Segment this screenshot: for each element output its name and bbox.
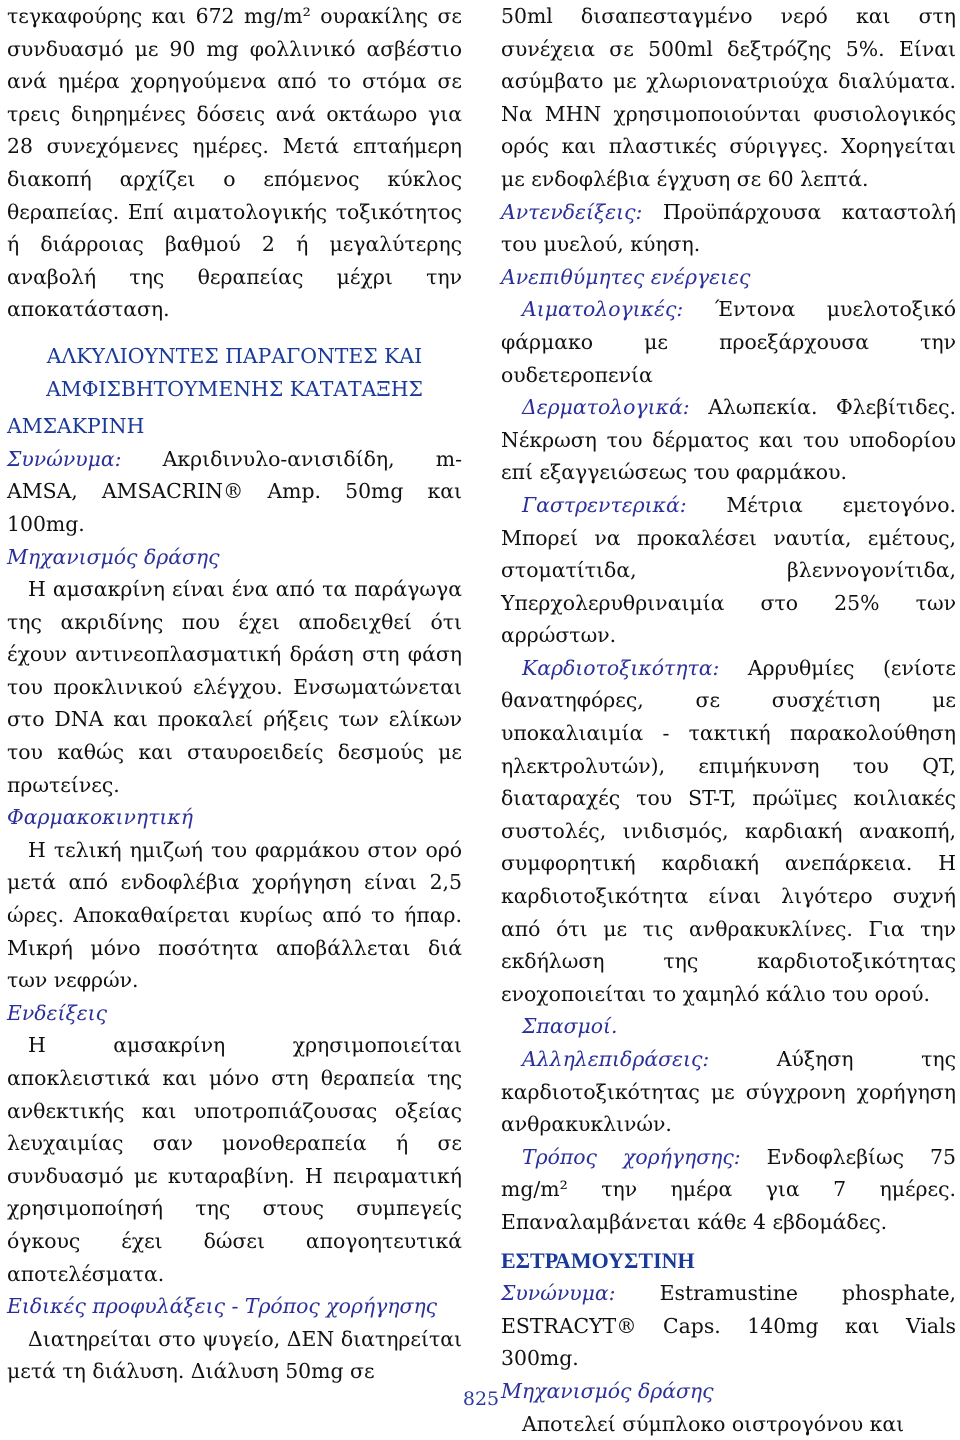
cardiotoxicity-label: Καρδιοτοξικότητα: <box>522 655 720 680</box>
hematologic-paragraph <box>501 293 956 391</box>
mechanism2-text: Αποτελεί σύμπλοκο οιστρογόνου και <box>522 1411 905 1436</box>
mechanism-label: Μηχανισμός δράσης <box>7 544 220 569</box>
synonyms2-text: Estramustine phosphate, ESTRACYT® Caps. 140mg και Vials 300mg. <box>501 1281 956 1371</box>
administration-label: Τρόπος χορήγησης: <box>522 1144 741 1169</box>
drug-heading-estramustine: ΕΣΤΡΑΜΟΥΣΤΙΝΗ <box>501 1247 695 1273</box>
mechanism2-label: Μηχανισμός δράσης <box>501 1378 714 1403</box>
continued-paragraph: 50ml δισαπεσταγμένο νερό και στη συνέχεια σε 500ml δεξτρόζης 5%. Είναι ασύμβατο με χλωριονατριούχα διαλύματα. Να ΜΗΝ χρησιμοποιούνται φυσιολογικός ορός και πλαστικές σύριγγες. Χορηγείται με ενδοφλέβια έγχυση σε 60 λεπτά. <box>501 4 956 191</box>
gastrointestinal-paragraph <box>501 489 956 652</box>
left-column <box>7 0 462 1388</box>
interactions-label: Αλληλεπιδράσεις: <box>522 1047 710 1071</box>
indications-text: Η αμσακρίνη χρησιμοποιείται αποκλειστικά και μόνο στη θεραπεία της ανθεκτικής και υποτροπιάζουσας οξείας λευχαιμίας σαν μονοθεραπεία ή σε συνδυασμό με κυταραβίνη. Η πειραματική χρησιμοποίησή της στους συμπεγείς όγκους έχει δώσει απογοητευτικά αποτελέσματα. <box>7 1033 462 1286</box>
drug-heading-amsacrine: ΑΜΣΑΚΡΙΝΗ <box>7 414 145 439</box>
seizures-paragraph <box>501 1010 956 1043</box>
contraindications-label: Αντενδείξεις: <box>501 199 643 224</box>
interactions-paragraph <box>501 1043 956 1141</box>
section-heading: ΑΛΚΥΛΙΟΥΝΤΕΣ ΠΑΡΑΓΟΝΤΕΣ ΚΑΙ ΑΜΦΙΣΒΗΤΟΥΜΕΝΗΣ ΚΑΤΑΤΑΞΗΣ <box>46 343 423 401</box>
synonyms-label: Συνώνυμα: <box>7 446 122 471</box>
synonyms-paragraph <box>7 443 462 541</box>
synonyms2-paragraph <box>501 1277 956 1375</box>
dermatologic-text: Αλωπεκία. Φλεβίτιδες. Νέκρωση του δέρματος και του υποδορίου επί εξαγγειώσεως του φαρμάκου. <box>501 395 956 485</box>
synonyms2-label: Συνώνυμα: <box>501 1281 616 1306</box>
gastrointestinal-text: Μέτρια εμετογόνο. Μπορεί να προκαλέσει ναυτία, εμέτους, στοματίτιδα, βλεννογονίτιδα, Υπερχολερυθριναιμία στο 25% των αρρώστων. <box>501 492 956 648</box>
pharmacokinetics-text: Η τελική ημιζωή του φαρμάκου στον ορό μετά από ενδοφλέβια χορήγηση είναι 2,5 ώρες. Αποκαθαίρεται κυρίως από το ήπαρ. Μικρή μόνο ποσότητα αποβάλλεται διά των νεφρών. <box>7 837 462 993</box>
gastrointestinal-label: Γαστρεντερικά: <box>522 492 687 517</box>
mechanism-text: Η αμσακρίνη είναι ένα από τα παράγωγα της ακριδίνης που έχει αποδειχθεί ότι έχουν αντινεοπλασματική δράση στη φάση του προκλινικού ελέγχου. Ενσωματώνεται στο DNA και προκαλεί ρήξεις των ελίκων του καθώς και σταυροειδείς δεσμούς με πρωτείνες. <box>7 577 462 797</box>
contraindications-text: Προϋπάρχουσα καταστολή του μυελού, κύηση. <box>501 199 956 257</box>
contraindications-paragraph <box>501 196 956 261</box>
cardiotoxicity-paragraph <box>501 652 956 1011</box>
cardiotoxicity-text: Αρρυθμίες (ενίοτε θανατηφόρες, σε συσχέτιση με υποκαλιαιμία - τακτική παρακολούθηση ηλεκτρολυτών), επιμήκυνση του QT, διαταραχές του ST-T, πρώϊμες κοιλιακές συστολές, ινιδισμός, καρδιακή ανακοπή, συμφορητική καρδιακή ανεπάρκεια. Η καρδιοτοξικότητα είναι λιγότερο συχνή από ότι με τις ανθρακυκλίνες. Για την εκδήλωση της καρδιοτοξικότητας ενοχοποιείται το χαμηλό κάλιο του ορού. <box>501 655 956 1006</box>
right-column <box>501 0 956 1440</box>
seizures-label: Σπασμοί. <box>522 1014 618 1039</box>
adverse-effects-label: Ανεπιθύμητες ενέργειες <box>501 264 751 289</box>
indications-label: Ενδείξεις <box>7 1000 108 1025</box>
hematologic-label: Αιματολογικές: <box>522 297 684 322</box>
dermatologic-paragraph <box>501 391 956 489</box>
page-number: 825 <box>462 1388 500 1410</box>
intro-paragraph: τεγκαφούρης και 672 mg/m² ουρακίλης σε συνδυασμό με 90 mg φολλινικό ασβέστιο ανά ημέρα χορηγούμενα από το στόμα σε τρεις διηρημένες δόσεις ανά οκτάωρο για 28 συνεχόμενες ημέρες. Μετά επταήμερη διακοπή αρχίζει ο επόμενος κύκλος θεραπείας. Επί αιματολογικής τοξικότητος ή διάρροιας βαθμού 2 ή μεγαλύτερης αναβολή της θεραπείας μέχρι την αποκατάσταση. <box>7 4 462 322</box>
hematologic-text: Έντονα μυελοτοξικό φάρμακο με προεξάρχουσα την ουδετεροπενία <box>501 297 956 387</box>
pharmacokinetics-label: Φαρμακοκινητική <box>7 805 193 830</box>
precautions-text: Διατηρείται στο ψυγείο, ΔΕΝ διατηρείται μετά τη διάλυση. Διάλυση 50mg σε <box>7 1326 462 1384</box>
interactions-text: Αύξηση της καρδιοτοξικότητας με σύγχρονη χορήγηση ανθρακυκλινών. <box>501 1047 956 1137</box>
dermatologic-label: Δερματολογικά: <box>522 395 690 420</box>
synonyms-text: Ακριδινυλο-ανισιδίδη, m-AMSA, AMSACRIN® Amp. 50mg και 100mg. <box>7 446 462 536</box>
precautions-label: Ειδικές προφυλάξεις - Τρόπος χορήγησης <box>7 1294 438 1319</box>
administration-text: Ενδοφλεβίως 75 mg/m² την ημέρα για 7 ημέρες. Επαναλαμβάνεται κάθε 4 εβδομάδες. <box>501 1144 956 1234</box>
administration-paragraph <box>501 1141 956 1239</box>
